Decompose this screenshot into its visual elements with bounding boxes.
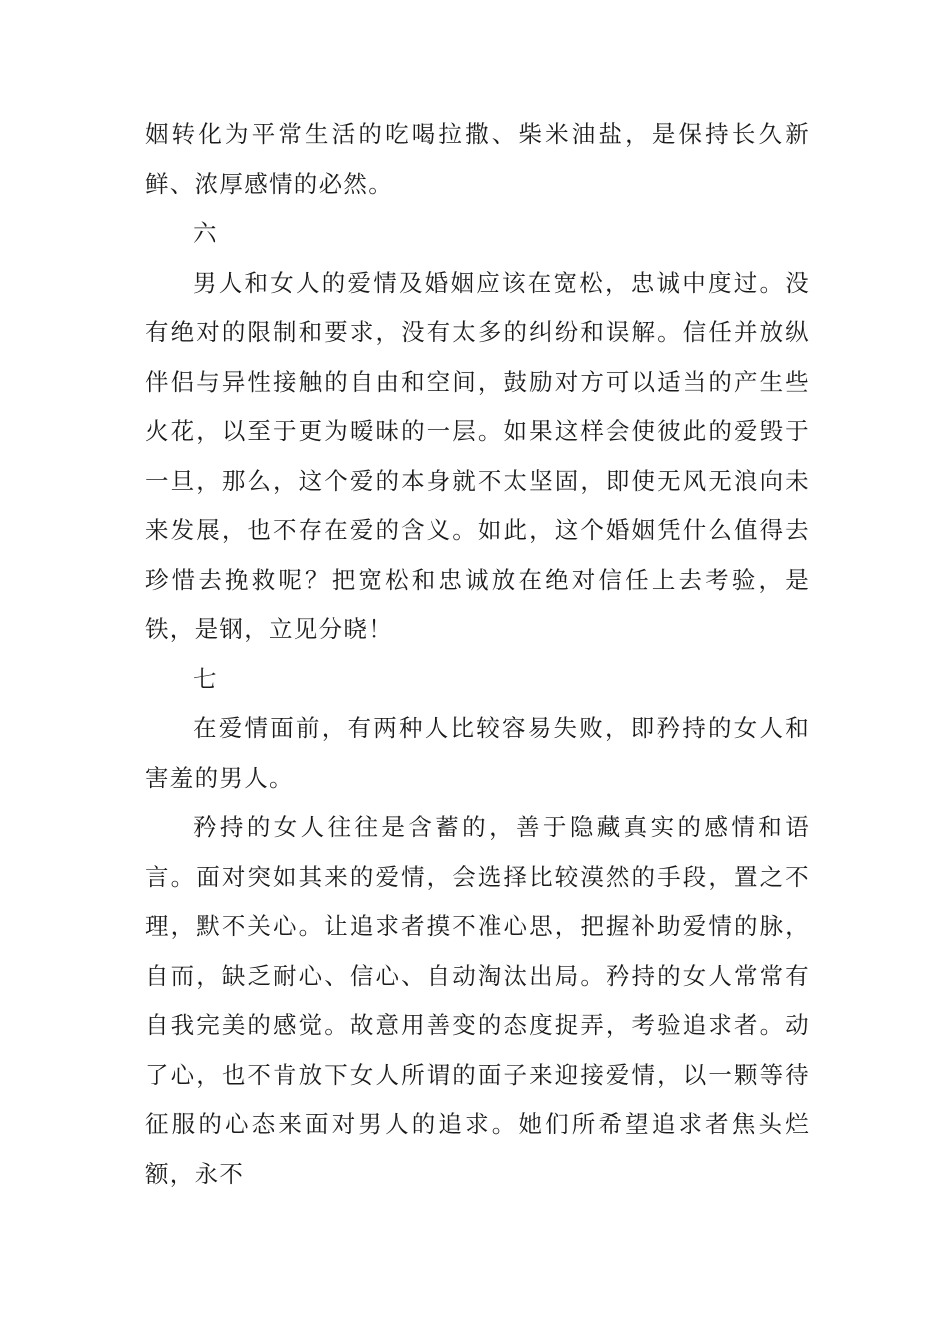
section-heading-seven: 七 — [193, 664, 217, 693]
section-heading-six: 六 — [193, 219, 217, 247]
document-page — [145, 110, 810, 1199]
paragraph-section-seven-intro: 在爱情面前，有两种人比较容易失败，即矜持的女人和害羞的男人。 — [145, 714, 810, 792]
paragraph-section-seven-body: 矜持的女人往往是含蓄的，善于隐藏真实的感情和语言。面对突如其来的爱情，会选择比较漠然的手段，置之不理，默不关心。让追求者摸不准心思，把握补助爱情的脉，自而，缺乏耐心、信心、自动淘汰出局。矜持的女人常常有自我完美的感觉。故意用善变的态度捉弄，考验追求者。动了心，也不肯放下女人所谓的面子来迎接爱情，以一颗等待征服的心态来面对男人的追求。她们所希望追求者焦头烂额，永不 — [145, 813, 810, 1188]
paragraph-section-six: 男人和女人的爱情及婚姻应该在宽松，忠诚中度过。没有绝对的限制和要求，没有太多的纠纷和误解。信任并放纵伴侣与异性接触的自由和空间，鼓励对方可以适当的产生些火花，以至于更为暧昧的一层。如果这样会使彼此的爱毁于一旦，那么，这个爱的本身就不太坚固，即使无风无浪向未来发展，也不存在爱的含义。如此，这个婚姻凭什么值得去珍惜去挽救呢？把宽松和忠诚放在绝对信任上去考验，是铁，是钢，立见分晓！ — [145, 268, 810, 643]
paragraph-continuation: 姻转化为平常生活的吃喝拉撒、柴米油盐，是保持长久新鲜、浓厚感情的必然。 — [145, 120, 810, 198]
